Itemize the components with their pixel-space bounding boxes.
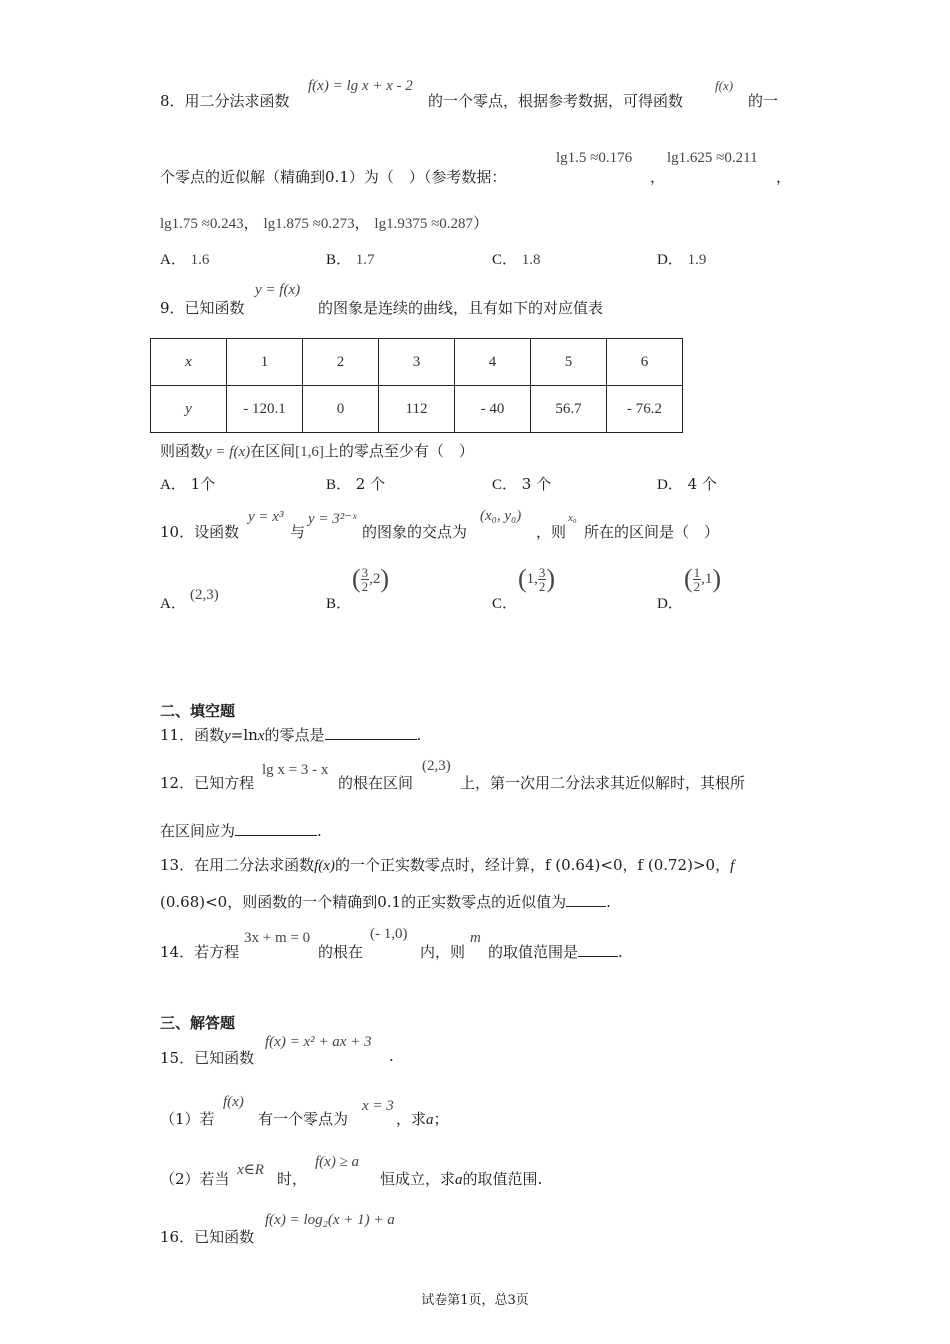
q10-option-c[interactable]: C．: [492, 596, 518, 612]
q15-part1-eq: x = 3: [362, 1098, 394, 1114]
q9-option-a[interactable]: A． 1个: [160, 475, 216, 493]
q8-function: f(x) = lg x + x - 2: [308, 78, 413, 94]
table-cell: 2: [303, 339, 379, 386]
q14-end: 的取值范围是 .: [488, 943, 623, 961]
table-cell: 1: [227, 339, 303, 386]
q13-line2: (0.68)<0，则函数的一个精确到0.1的正实数零点的近似值为 .: [160, 893, 611, 911]
table-cell: 112: [379, 386, 455, 433]
q14-equation: 3x + m = 0: [244, 930, 311, 946]
q16-start: 16．已知函数: [160, 1228, 255, 1246]
q10-text5: 所在的区间是（ ）: [584, 523, 720, 541]
table-header-x: x: [151, 339, 227, 386]
q10-f1: y = x³: [248, 509, 284, 525]
answer-blank[interactable]: [325, 725, 417, 740]
q10-option-a-value: (2,3): [190, 587, 219, 603]
q10-option-c-value: (1, $\frac{3}{2}$ ): [518, 564, 556, 594]
table-cell: - 76.2: [607, 386, 683, 433]
table-cell: 56.7: [531, 386, 607, 433]
q9-text2: 的图象是连续的曲线，且有如下的对应值表: [318, 299, 604, 317]
q8-ref4: lg1.875 ≈0.273: [263, 216, 355, 232]
table-header-y: y: [151, 386, 227, 433]
table-cell: 4: [455, 339, 531, 386]
q12-equation: lg x = 3 - x: [262, 762, 329, 778]
q15-part2-ineq: f(x) ≥ a: [315, 1154, 360, 1170]
q12-line1-start: 12．已知方程: [160, 774, 255, 792]
q14-start: 14．若方程: [160, 943, 240, 961]
page-footer: 试卷第1页，总3页: [421, 1293, 529, 1308]
table-row-y: [151, 386, 683, 433]
q8-option-c[interactable]: C． 1.8: [492, 252, 541, 268]
q16-function: f(x) = log₂(x + 1) + a: [265, 1212, 395, 1228]
q8-text3: 的一: [748, 92, 779, 110]
q8-line3: lg1.75 ≈0.243， lg1.875 ≈0.273， lg1.9375 ≈0.287）: [160, 214, 489, 232]
q10-option-b-value: ( $\frac{3}{2}$ ,2): [352, 564, 390, 594]
answer-blank[interactable]: [566, 892, 606, 907]
q10-point: (x₀, y₀): [480, 508, 522, 524]
q9-function: y = f(x): [255, 282, 301, 298]
q8-fx: f(x): [715, 78, 734, 93]
q14-interval: (- 1,0): [370, 926, 408, 942]
q10-text3: 的图象的交点为: [362, 523, 468, 541]
q15-function: f(x) = x² + ax + 3: [265, 1034, 372, 1050]
answer-blank[interactable]: [235, 821, 317, 836]
q13-line1: 13．在用二分法求函数f(x)的一个正实数零点时，经计算，f (0.64)<0，f (0.72)>0，f: [160, 856, 735, 874]
table-cell: 3: [379, 339, 455, 386]
q10-f2: y = 3²⁻ˣ: [308, 511, 357, 527]
q15-part2-start: （2）若当: [160, 1170, 230, 1188]
q11: 11．函数y=lnx的零点是 .: [160, 726, 422, 744]
q15-start: 15．已知函数: [160, 1049, 255, 1067]
q8-option-b[interactable]: B． 1.7: [326, 252, 375, 268]
q9-option-d[interactable]: D． 4 个: [657, 475, 717, 493]
q12-interval: (2,3): [422, 758, 451, 774]
q10-option-d[interactable]: D．: [657, 596, 683, 612]
q9-line1: 9．已知函数: [160, 299, 245, 317]
table-cell: - 40: [455, 386, 531, 433]
q15-part1-start: （1）若: [160, 1110, 215, 1128]
table-cell: 6: [607, 339, 683, 386]
q8-option-a[interactable]: A． 1.6: [160, 252, 210, 268]
table-cell: 0: [303, 386, 379, 433]
q10-x0: x₀: [568, 512, 577, 524]
table-row-x: [151, 339, 683, 386]
q12-text3: 上，第一次用二分法求其近似解时，其根所: [460, 774, 746, 792]
q10-option-a[interactable]: A．: [160, 596, 186, 612]
q8-ref3: lg1.75 ≈0.243: [160, 216, 244, 232]
q8-ref2: lg1.625 ≈0.211: [667, 150, 758, 166]
q8-ref5: lg1.9375 ≈0.287: [374, 216, 474, 232]
q9-option-b[interactable]: B． 2 个: [326, 475, 386, 493]
q10-line1: 10．设函数: [160, 523, 240, 541]
value-table: [150, 338, 683, 433]
q8-line1: 8．用二分法求函数: [160, 92, 290, 110]
q14-m: m: [470, 930, 481, 946]
q15-part1-fx: f(x): [223, 1094, 244, 1110]
table-cell: - 120.1: [227, 386, 303, 433]
section-title-fill: 二、填空题: [160, 702, 236, 720]
q15-part2-xr: x∈R: [237, 1162, 264, 1178]
section-title-solve: 三、解答题: [160, 1014, 236, 1032]
q8-ref1: lg1.5 ≈0.176: [556, 150, 633, 166]
q8-line2: 个零点的近似解（精确到0.1）为（ ）（参考数据：: [160, 168, 507, 186]
q8-option-d[interactable]: D． 1.9: [657, 252, 707, 268]
q8-text2: 的一个零点，根据参考数据，可得函数: [428, 92, 684, 110]
q12-line2: 在区间应为 .: [160, 822, 322, 840]
table-cell: 5: [531, 339, 607, 386]
q9-line2: 则函数y = f(x)在区间[1,6]上的零点至少有（ ）: [160, 442, 474, 460]
answer-blank[interactable]: [578, 942, 618, 957]
q10-option-d-value: ( $\frac{1}{2}$ ,1): [684, 564, 722, 594]
q10-option-b[interactable]: B．: [326, 596, 352, 612]
q9-option-c[interactable]: C． 3 个: [492, 475, 552, 493]
